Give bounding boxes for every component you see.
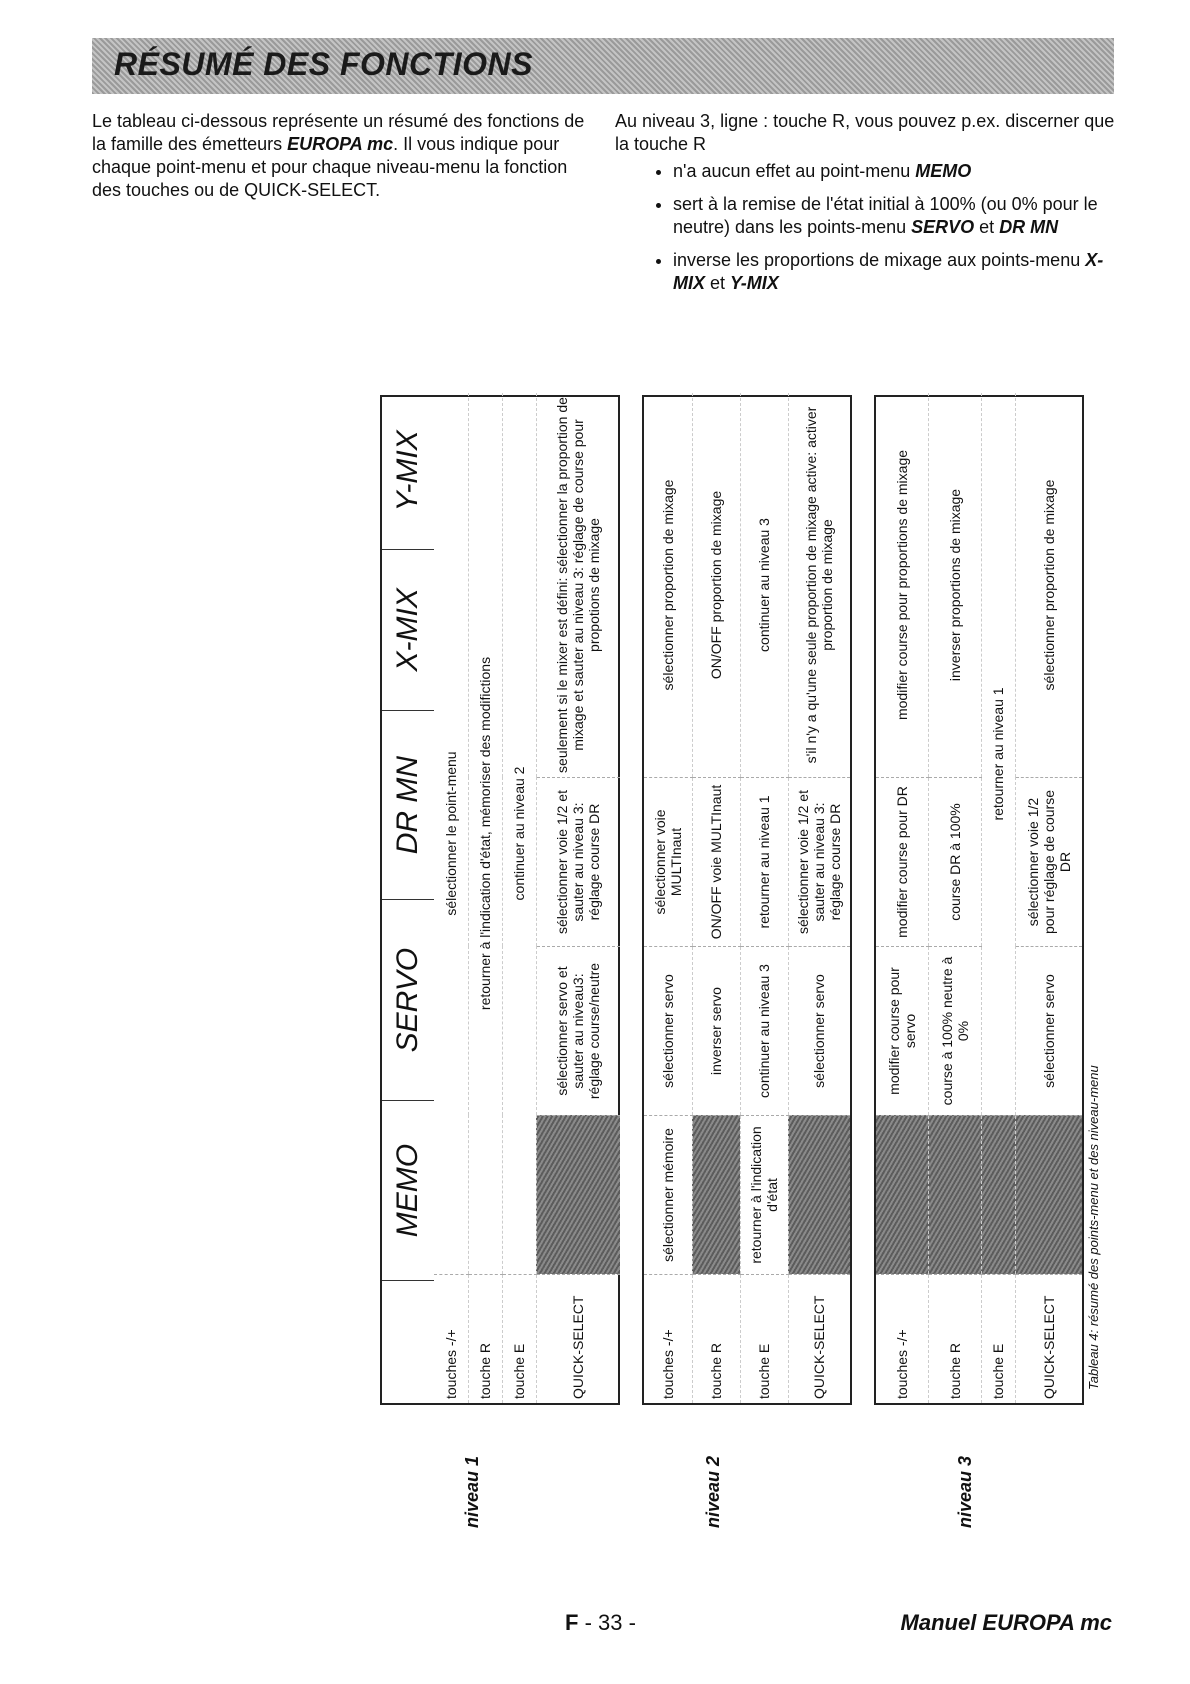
niveau-1-label: niveau 1 [462, 1455, 482, 1528]
table-cell: continuer au niveau 3 [740, 393, 788, 778]
shaded-cell [1015, 1116, 1082, 1275]
row-label: touches -/+ [442, 1329, 459, 1399]
level-2-box [642, 395, 852, 1405]
column-header [382, 393, 434, 1403]
table-cell: retourner au niveau 1 [981, 393, 1015, 1116]
table-cell: sélectionner voie 1/2 pour réglage de course DR [1015, 778, 1082, 947]
level-3-box [874, 395, 1084, 1405]
table-cell: modifier course pour DR [876, 778, 929, 947]
shaded-cell [536, 1116, 620, 1275]
table-cell: sélectionner proportion de mixage [644, 393, 692, 778]
bullet-text: n'a aucun effet au point-menu [673, 161, 916, 181]
table-cell: sélectionner le point-menu [434, 393, 468, 1275]
shaded-cell [692, 1116, 740, 1275]
col-ymix: Y-MIX [382, 393, 434, 549]
header-banner [92, 38, 1114, 94]
row-label: touches -/+ [894, 1329, 910, 1399]
bullet-text: inverse les proportions de mixage aux points-menu [673, 250, 1086, 270]
table-cell: inverser proportions de mixage [929, 393, 982, 778]
niveau-2-label: niveau 2 [703, 1455, 723, 1528]
col-memo: MEMO [382, 1101, 434, 1281]
table-cell: course à 100% neutre à 0% [929, 947, 982, 1116]
table-cell: sélectionner voie 1/2 et sauter au niveau 3: réglage course DR [536, 778, 620, 947]
page-number-text: - 33 - [578, 1610, 636, 1635]
row-label: touche R [929, 1275, 982, 1404]
manual-title: Manuel EUROPA mc [900, 1610, 1112, 1635]
table-cell: retourner au niveau 1 [740, 778, 788, 947]
table-cell: modifier course pour servo [876, 947, 929, 1116]
row-label: QUICK-SELECT [536, 1275, 620, 1404]
bullet-bold: MEMO [915, 161, 972, 181]
table-cell: ON/OFF voie MULTInaut [692, 778, 740, 947]
page-number [565, 1610, 636, 1636]
table-cell: seulement si le mixer est défini: sélectionner la proportion de mixage et sauter au niveau 3: réglage de course pour propotions de mixage [536, 393, 620, 778]
bullet-mid: et [974, 217, 1000, 237]
bullet-item [673, 193, 1115, 239]
table-cell: sélectionner voie 1/2 et sauter au niveau 3: réglage course DR [788, 778, 850, 947]
table-cell: course DR à 100% [929, 778, 982, 947]
intro-left-bold: EUROPA mc [287, 134, 394, 154]
table-cell: inverser servo [692, 947, 740, 1116]
page-prefix: F [565, 1610, 579, 1635]
table-cell: ON/OFF proportion de mixage [692, 393, 740, 778]
table-cell: continuer au niveau 3 [740, 947, 788, 1116]
table-cell: retourner à l'indication d'état [740, 1116, 788, 1275]
table-cell: continuer au niveau 2 [502, 393, 536, 1275]
row-label: touche R [468, 1275, 502, 1404]
intro-right-lead: Au niveau 3, ligne : touche R, vous pouvez p.ex. discerner que la touche R [615, 111, 1115, 154]
shaded-cell [929, 1116, 982, 1275]
level-1-box [380, 395, 620, 1405]
level-3-table [876, 393, 1082, 1403]
bullet-item [673, 249, 1115, 295]
row-label: QUICK-SELECT [1015, 1275, 1082, 1404]
niveau-3-label: niveau 3 [955, 1455, 975, 1528]
bullet-bold: SERVO [911, 217, 975, 237]
bullet-item [673, 160, 1115, 183]
col-xmix: X-MIX [382, 549, 434, 710]
row-label: touches -/+ [659, 1329, 676, 1399]
table-cell: modifier course pour proportions de mixage [876, 393, 929, 778]
table-cell: retourner à l'indication d'état, mémoriser des modifictions [468, 393, 502, 1275]
header-spacer [382, 1281, 434, 1404]
shaded-cell [981, 1116, 1015, 1275]
summary-table-area [380, 395, 1100, 1405]
col-servo: SERVO [382, 900, 434, 1101]
bullet-bold: X-MIX [673, 250, 1104, 293]
bullet-mid: et [705, 273, 731, 293]
intro-left [92, 110, 592, 202]
table-cell: sélectionner servo [644, 947, 692, 1116]
page-title: RÉSUMÉ DES FONCTIONS [114, 46, 533, 82]
table-cell: sélectionner proportion de mixage [1015, 393, 1082, 778]
row-label: QUICK-SELECT [788, 1275, 850, 1404]
level-2-table [644, 393, 850, 1403]
bullet-bold: Y-MIX [730, 273, 779, 293]
bullet-bold: DR MN [999, 217, 1059, 237]
table-cell: sélectionner servo [788, 947, 850, 1116]
table-cell: sélectionner servo et sauter au niveau3: réglage course/neutre [536, 947, 620, 1116]
row-label: touche R [692, 1275, 740, 1404]
level-1-table [434, 393, 620, 1403]
shaded-cell [788, 1116, 850, 1275]
table-caption: Tableau 4: résumé des points-menu et des niveau-menu [1086, 1065, 1101, 1390]
row-label: touche E [502, 1275, 536, 1404]
table-cell: sélectionner mémoire [644, 1116, 692, 1275]
table-cell: sélectionner servo [1015, 947, 1082, 1116]
intro-left-text-2: . Il vous indique pour chaque point-menu et pour chaque niveau-menu la fonction des touches ou de QUICK-SELECT. [92, 134, 568, 200]
col-drmn: DR MN [382, 711, 434, 900]
intro-bullets [615, 160, 1115, 295]
row-label: touche E [981, 1275, 1015, 1404]
table-cell: sélectionner voie MULTInaut [644, 778, 692, 947]
table-cell: s'il n'y a qu'une seule proportion de mixage active: activer proportion de mixage [788, 393, 850, 778]
summary-table [380, 395, 1100, 1405]
row-label: touche E [740, 1275, 788, 1404]
intro-right [615, 110, 1115, 305]
shaded-cell [876, 1116, 929, 1275]
bullet-text: sert à la remise de l'état initial à 100% (ou 0% pour le neutre) dans les points-menu [673, 194, 1098, 237]
intro-left-text-1: Le tableau ci-dessous représente un résumé des fonctions de la famille des émetteurs [92, 111, 585, 154]
